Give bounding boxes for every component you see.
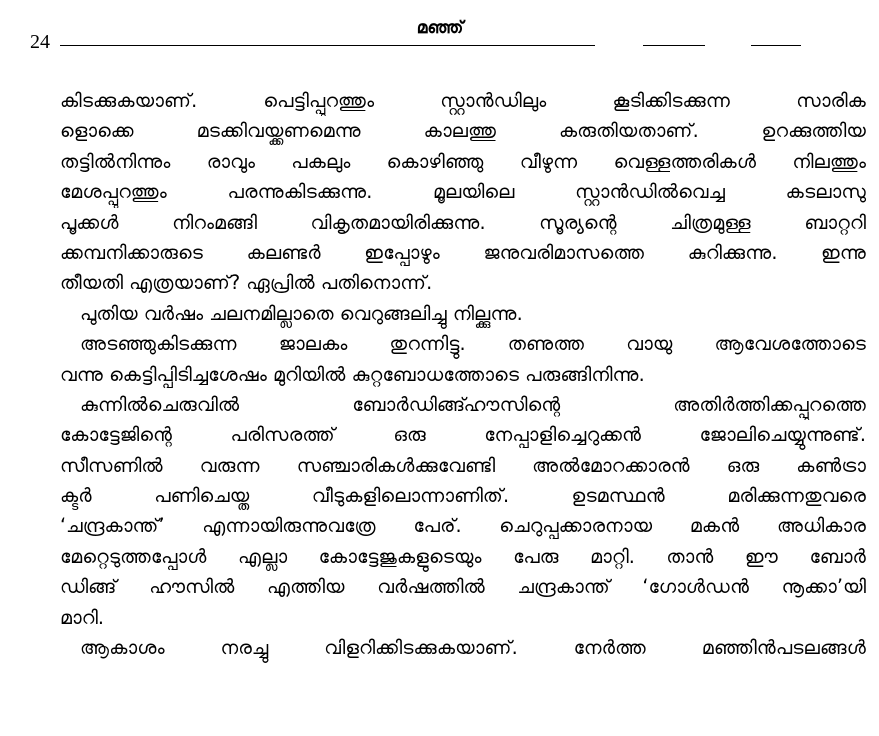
- text-line: തീയതി എത്രയാണ്? ഏപ്രിൽ പതിനൊന്ന്.: [60, 271, 433, 295]
- text-line: സീസണിൽ വരുന്ന സഞ്ചാരികൾക്കുവേണ്ടി അൽമോറക്കാരൻ ഒരു കൺട്രാ: [60, 453, 866, 477]
- text-line: തട്ടിൽനിന്നും രാവും പകലും കൊഴിഞ്ഞു വീഴുന്ന വെള്ളത്തരികൾ നിലത്തും: [60, 149, 866, 173]
- text-line: വന്നു കെട്ടിപ്പിടിച്ചശേഷം മുറിയിൽ കുറ്റബോധത്തോടെ പരുങ്ങിനിന്നു.: [60, 362, 645, 386]
- body-text: [60, 86, 866, 663]
- text-line: മാറി.: [60, 605, 104, 629]
- text-line: കിടക്കുകയാണ്. പെട്ടിപ്പുറത്തും സ്റ്റാൻഡിലും കൂടിക്കിടക്കുന്ന സാരിക: [60, 89, 866, 112]
- text-line: ക്ടർ പണിചെയ്ത വീടുകളിലൊന്നാണിത്. ഉടമസ്ഥൻ മരിക്കുന്നതുവരെ: [60, 484, 866, 508]
- text-line: ഡിങ്ങ് ഹൗസിൽ എത്തിയ വർഷത്തിൽ ചന്ദ്രകാന്ത് ‘ഗോൾഡൻ നൂക്കാ’യി: [60, 575, 866, 599]
- header-rule-short: [643, 45, 705, 46]
- header-rule: [60, 45, 595, 46]
- text-line: മേശപ്പുറത്തും പരന്നുകിടക്കുന്നു. മൂലയിലെ സ്റ്റാൻഡിൽവെച്ച കടലാസു: [60, 180, 866, 204]
- paragraph-line: ആകാശം നരച്ചു വിളറിക്കിടക്കുകയാണ്. നേർത്ത മഞ്ഞിൻപടലങ്ങൾ: [80, 636, 866, 660]
- running-title: മഞ്ഞ്: [416, 18, 464, 38]
- paragraph-line: പുതിയ വർഷം ചലനമില്ലാതെ വെറുങ്ങലിച്ചു നില്ക്കുന്നു.: [80, 301, 523, 325]
- page-header: [0, 0, 879, 60]
- paragraph-line: കുന്നിൽചെരുവിൽ ബോർഡിങ്ങ്ഹൗസിന്റെ അതിർത്തിക്കപ്പുറത്തെ: [80, 392, 866, 416]
- text-line: പൂക്കൾ നിറംമങ്ങി വികൃതമായിരിക്കുന്നു. സൂര്യന്റെ ചിത്രമുള്ള ബാറ്ററി: [60, 210, 866, 234]
- paragraph-line: അടഞ്ഞുകിടക്കുന്ന ജാലകം തുറന്നിട്ടു. തണുത്ത വായു ആവേശത്തോടെ: [80, 332, 866, 356]
- header-rule-short: [751, 45, 801, 46]
- text-line: ളൊക്കെ മടക്കിവയ്ക്കണമെന്നു കാലത്തു കരുതിയതാണ്. ഉറക്കുത്തിയ: [60, 119, 866, 143]
- text-line: ക്കമ്പനിക്കാരുടെ കലണ്ടർ ഇപ്പോഴും ജനുവരിമാസത്തെ കുറിക്കുന്നു. ഇന്നു: [60, 240, 866, 264]
- text-line: ‘ചന്ദ്രകാന്ത്’ എന്നായിരുന്നുവത്രേ പേര്. ചെറുപ്പക്കാരനായ മകൻ അധികാര: [60, 514, 866, 538]
- page-number: 24: [30, 31, 50, 53]
- text-line: മേറ്റെടുത്തപ്പോൾ എല്ലാ കോട്ടേജുകളുടെയും പേരു മാറ്റി. താൻ ഈ ബോർ: [60, 544, 866, 568]
- text-line: കോട്ടേജിന്റെ പരിസരത്ത് ഒരു നേപ്പാളിച്ചെറുക്കൻ ജോലിചെയ്യുന്നുണ്ട്.: [60, 423, 866, 447]
